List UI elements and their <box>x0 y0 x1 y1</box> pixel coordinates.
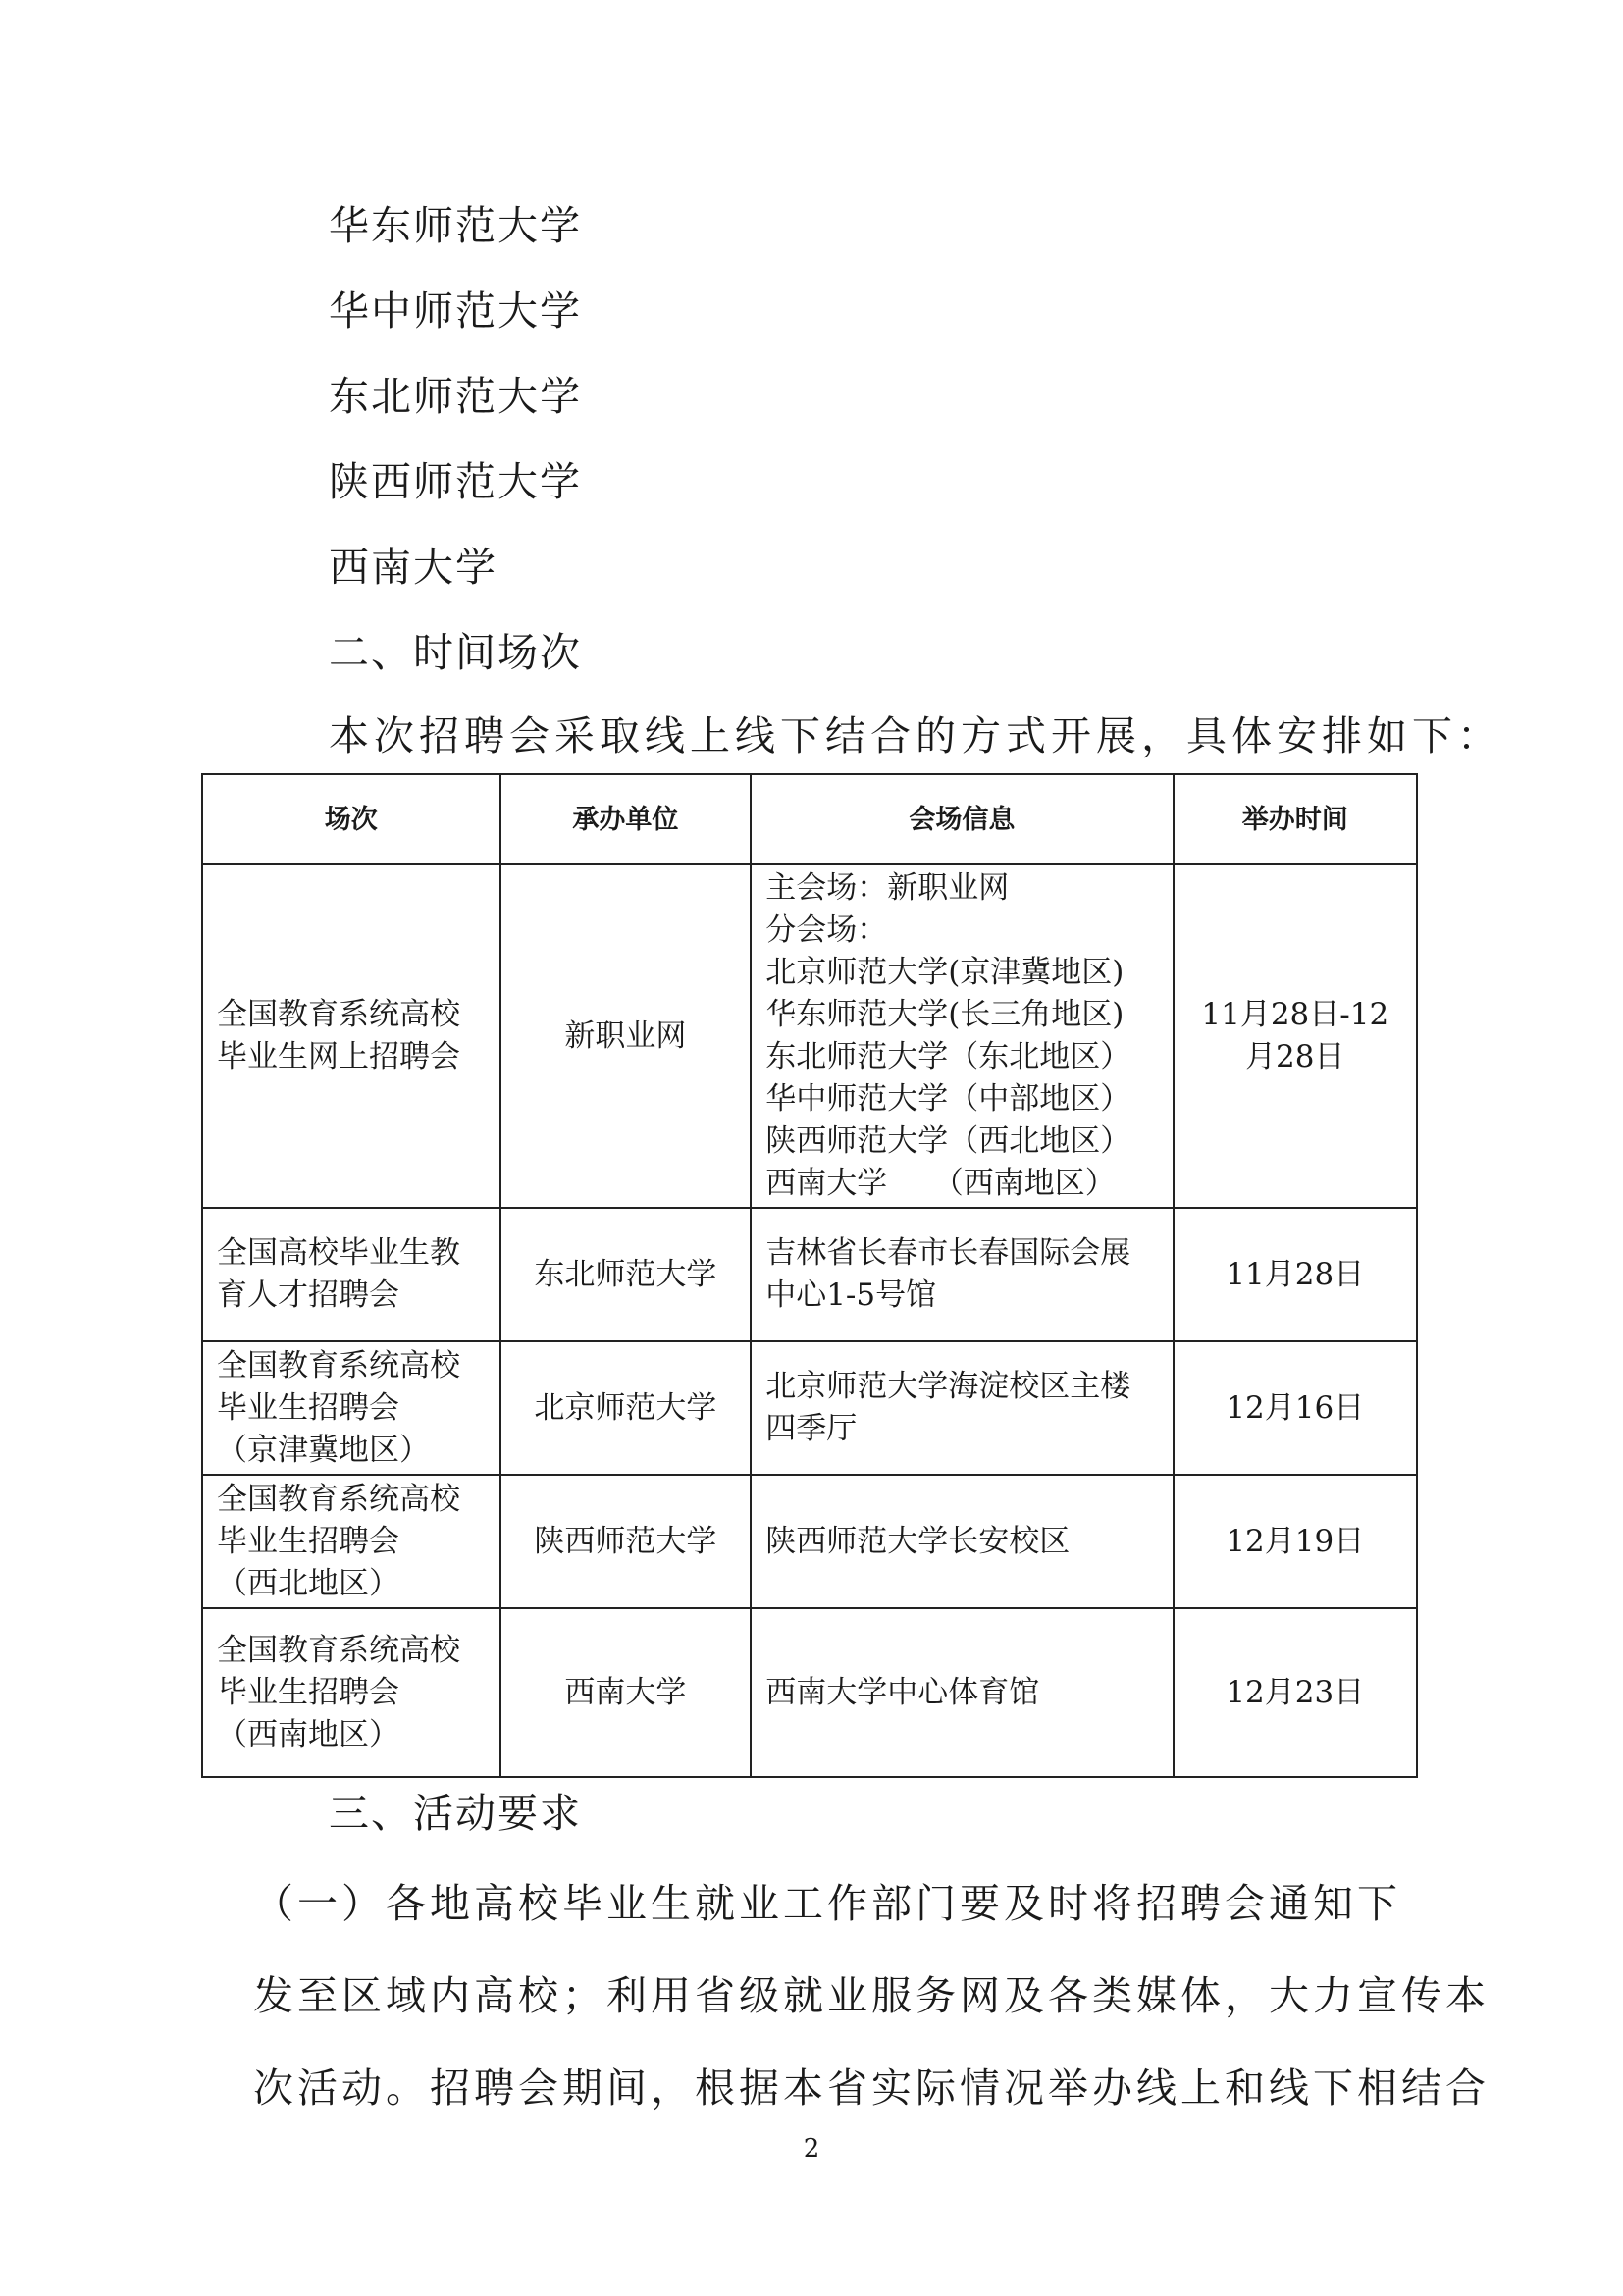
cell-line: 毕业生网上招聘会 <box>217 1039 460 1074</box>
cell-venue <box>751 864 1173 1208</box>
cell-host: 陕西师范大学 <box>500 1475 752 1608</box>
cell-line: 毕业生招聘会 <box>217 1674 399 1710</box>
cell-time <box>1174 864 1417 1208</box>
header-session: 场次 <box>202 774 500 864</box>
cell-host: 新职业网 <box>500 864 752 1208</box>
cell-line: 12月19日 <box>1226 1523 1365 1559</box>
cell-host: 北京师范大学 <box>500 1341 752 1475</box>
cell-line: 华中师范大学（中部地区） <box>765 1081 1131 1117</box>
section-heading-schedule: 二、时间场次 <box>329 629 582 676</box>
cell-line: 北京师范大学(京津冀地区) <box>765 955 1125 990</box>
cell-line: 12月16日 <box>1226 1389 1365 1426</box>
table-row <box>202 1341 1417 1475</box>
cell-line: 吉林省长春市长春国际会展 <box>765 1235 1131 1271</box>
table-row <box>202 1475 1417 1608</box>
table-row <box>202 1608 1417 1777</box>
cell-line: 四季厅 <box>765 1411 858 1446</box>
cell-host: 东北师范大学 <box>500 1208 752 1341</box>
schedule-table <box>201 773 1418 1778</box>
cell-session <box>202 1341 500 1475</box>
cell-line: 毕业生招聘会 <box>217 1389 399 1426</box>
paragraph-line: （一）各地高校毕业生就业工作部门要及时将招聘会通知下 <box>253 1880 1401 1927</box>
schedule-intro: 本次招聘会采取线上线下结合的方式开展，具体安排如下： <box>329 712 1502 759</box>
cell-line: 陕西师范大学（西北地区） <box>765 1123 1131 1159</box>
cell-line: 陕西师范大学长安校区 <box>765 1523 1071 1559</box>
cell-line: 全国教育系统高校 <box>217 1632 460 1668</box>
cell-venue <box>751 1341 1173 1475</box>
cell-line: 全国教育系统高校 <box>217 997 460 1032</box>
cell-line: 西南大学 （西南地区） <box>765 1166 1116 1201</box>
header-host: 承办单位 <box>500 774 752 864</box>
university-item: 华东师范大学 <box>329 202 582 249</box>
cell-venue <box>751 1475 1173 1608</box>
cell-time <box>1174 1208 1417 1341</box>
cell-line: 12月23日 <box>1226 1674 1365 1710</box>
cell-venue <box>751 1608 1173 1777</box>
cell-line: 11月28日 <box>1226 1256 1365 1292</box>
cell-session <box>202 1475 500 1608</box>
cell-line: 全国高校毕业生教 <box>217 1235 460 1271</box>
university-item: 东北师范大学 <box>329 373 582 420</box>
cell-time <box>1174 1475 1417 1608</box>
cell-time <box>1174 1341 1417 1475</box>
cell-line: 全国教育系统高校 <box>217 1347 460 1383</box>
university-item: 华中师范大学 <box>329 287 582 335</box>
cell-line: 分会场： <box>765 913 888 948</box>
requirements-paragraph <box>253 1857 1490 2134</box>
section-heading-requirements: 三、活动要求 <box>329 1790 582 1837</box>
paragraph-line: 发至区域内高校；利用省级就业服务网及各类媒体，大力宣传本 <box>253 1972 1490 2019</box>
cell-line: 北京师范大学海淀校区主楼 <box>765 1369 1131 1404</box>
cell-line: 华东师范大学(长三角地区) <box>765 997 1125 1032</box>
table-row <box>202 864 1417 1208</box>
cell-line: 东北师范大学（东北地区） <box>765 1039 1131 1074</box>
university-item: 陕西师范大学 <box>329 458 582 505</box>
university-item: 西南大学 <box>329 544 497 591</box>
cell-line: 育人才招聘会 <box>217 1278 399 1313</box>
header-time: 举办时间 <box>1174 774 1417 864</box>
page-number: 2 <box>803 2134 820 2164</box>
cell-line: 全国教育系统高校 <box>217 1481 460 1517</box>
cell-line: 西南大学中心体育馆 <box>765 1674 1040 1710</box>
cell-session <box>202 864 500 1208</box>
cell-line: 主会场：新职业网 <box>765 870 1010 906</box>
table-row <box>202 1208 1417 1341</box>
cell-line: （西南地区） <box>217 1716 399 1752</box>
paragraph-line: 次活动。招聘会期间，根据本省实际情况举办线上和线下相结合 <box>253 2064 1490 2112</box>
cell-line: （京津冀地区） <box>217 1432 430 1468</box>
cell-venue <box>751 1208 1173 1341</box>
header-venue: 会场信息 <box>751 774 1173 864</box>
table-header-row <box>202 774 1417 864</box>
cell-line: （西北地区） <box>217 1565 399 1601</box>
cell-line: 毕业生招聘会 <box>217 1523 399 1559</box>
cell-host: 西南大学 <box>500 1608 752 1777</box>
cell-line: 月28日 <box>1245 1039 1345 1074</box>
cell-time <box>1174 1608 1417 1777</box>
cell-line: 中心1-5号馆 <box>765 1278 937 1313</box>
cell-session <box>202 1208 500 1341</box>
cell-session <box>202 1608 500 1777</box>
cell-line: 11月28日-12 <box>1201 997 1389 1032</box>
